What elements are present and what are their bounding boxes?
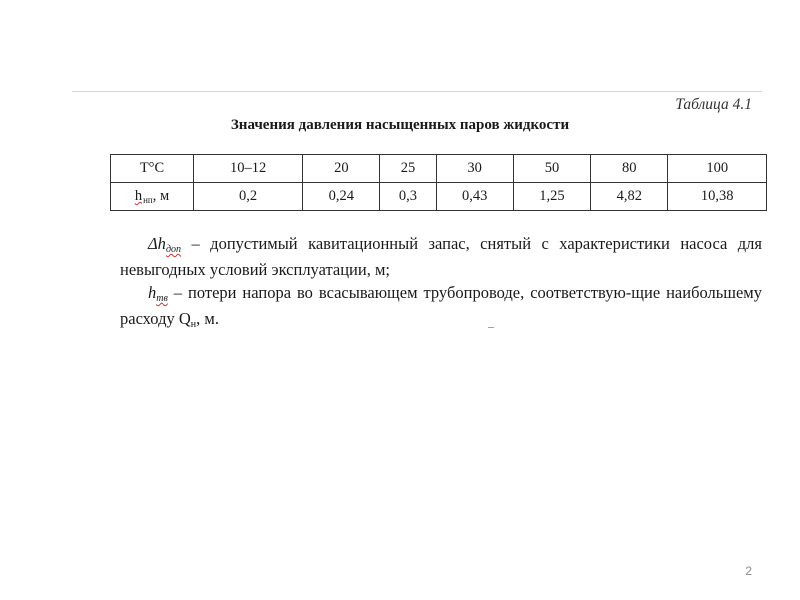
pressure-row (111, 183, 767, 211)
dh-dop-description: – допустимый кавитационный запас, снятый с характеристики насоса для невыгодных условий эксплуатации, м; (120, 234, 762, 279)
pressure-cell: 0,3 (380, 183, 436, 211)
table-label: Таблица 4.1 (675, 96, 752, 113)
temperature-cell: 100 (668, 155, 767, 183)
vapor-pressure-table (110, 154, 767, 211)
temperature-cell: 25 (380, 155, 436, 183)
temperature-header: T°C (111, 155, 194, 183)
h-tv-description-end: , м. (196, 309, 219, 328)
definition-dh-dop (120, 232, 762, 281)
temperature-cell: 80 (591, 155, 668, 183)
temperature-row (111, 155, 767, 183)
pressure-header (111, 183, 194, 211)
pressure-cell: 0,24 (303, 183, 380, 211)
h-tv-description: – потери напора во всасывающем трубопроводе, соответствую-щие наибольшему расходу Q (120, 283, 762, 328)
pressure-header-unit: , м (152, 188, 170, 204)
pressure-cell: 1,25 (513, 183, 590, 211)
pressure-cell: 0,2 (194, 183, 303, 211)
pressure-header-sub: нп (143, 195, 153, 205)
definitions-text (120, 232, 762, 333)
pressure-cell: 4,82 (591, 183, 668, 211)
temperature-cell: 10–12 (194, 155, 303, 183)
pressure-cell: 0,43 (436, 183, 513, 211)
definition-h-tv (120, 281, 762, 333)
pressure-header-main: h (134, 188, 143, 204)
stray-mark (488, 327, 494, 328)
h-tv-symbol: h (148, 283, 157, 302)
temperature-cell: 30 (436, 155, 513, 183)
temperature-cell: 50 (513, 155, 590, 183)
page-number: 2 (745, 564, 752, 578)
q-subscript: н (190, 319, 197, 330)
pressure-header-symbol (135, 188, 153, 204)
h-tv-subscript: тв (156, 293, 168, 304)
dh-dop-symbol: Δh (148, 234, 166, 253)
table-title: Значения давления насыщенных паров жидкости (230, 117, 570, 133)
pressure-cell: 10,38 (668, 183, 767, 211)
dh-dop-subscript: доп (165, 244, 181, 255)
top-rule (72, 91, 762, 92)
temperature-cell: 20 (303, 155, 380, 183)
